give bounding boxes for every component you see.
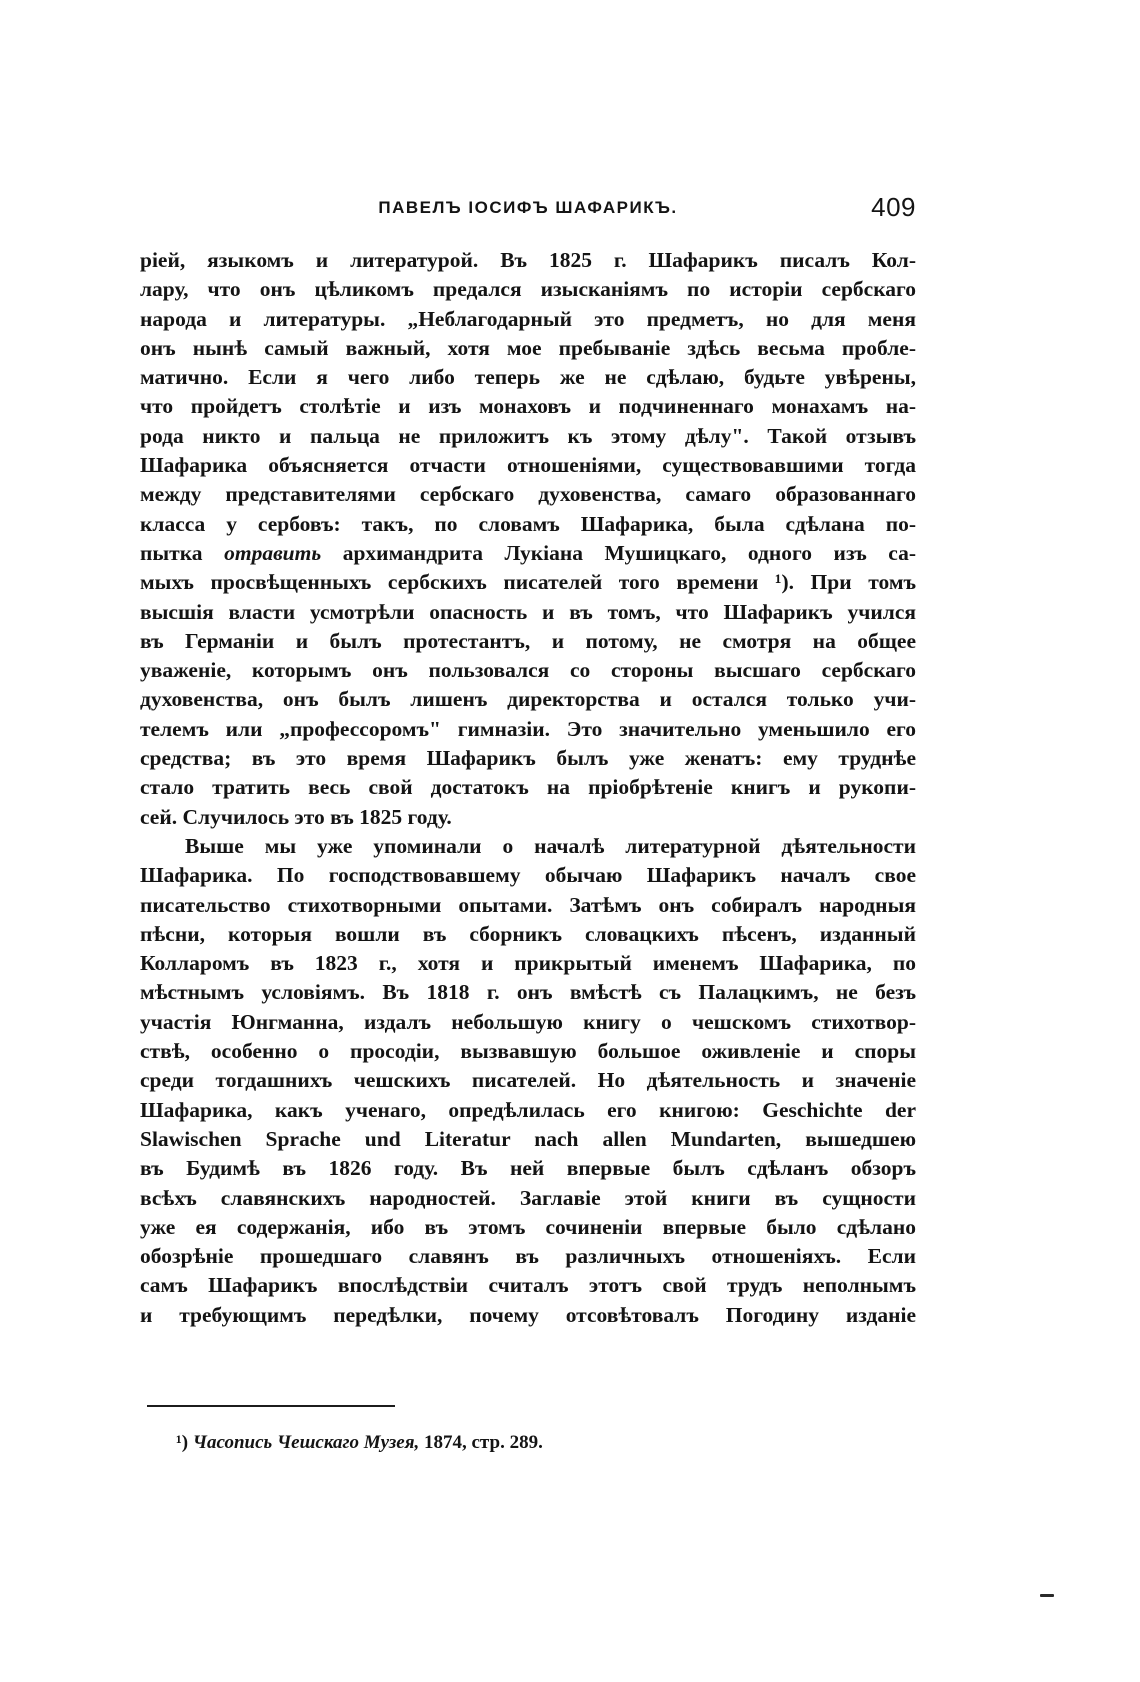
text-line: самъ Шафарикъ впослѣдствіи считалъ этотъ свой трудъ неполнымъ [140, 1273, 916, 1298]
footnote-reference: 1874, стр. 289. [424, 1432, 543, 1453]
text-line: участія Юнгманна, издалъ небольшую книгу о чешскомъ стихотвор- [140, 1009, 916, 1034]
text-line: писательство стихотворными опытами. Затѣмъ онъ собиралъ народныя [140, 892, 916, 917]
text-line: онъ нынѣ самый важный, хотя мое пребываніе здѣсь весьма пробле- [140, 335, 916, 360]
text-line: средства; въ это время Шафарикъ былъ уже женатъ: ему труднѣе [140, 746, 916, 771]
text-line: высшія власти усмотрѣли опасность и въ томъ, что Шафарикъ учился [140, 599, 916, 624]
text-line: Колларомъ въ 1823 г., хотя и прикрытый именемъ Шафарика, по [140, 951, 916, 976]
footnote [176, 1432, 543, 1454]
text-line: класса у сербовъ: такъ, по словамъ Шафарика, была сдѣлана по- [140, 511, 916, 536]
text-fragment: архимандрита Лукіана Мушицкаго, одного изъ са- [342, 540, 916, 565]
text-fragment: пытка [140, 540, 203, 565]
text-line: Шафарика, какъ ученаго, опредѣлилась его книгою: Geschichte der [140, 1097, 916, 1122]
text-line: Шафарика объясняется отчасти отношеніями, существовавшими тогда [140, 453, 916, 478]
footnote-source: Часопись Чешскаго Музея, [192, 1432, 420, 1453]
text-line: уваженіе, которымъ онъ пользовался со стороны высшаго сербскаго [140, 658, 916, 683]
text-line-with-italic [140, 539, 916, 568]
text-line: всѣхъ славянскихъ народностей. Заглавіе этой книги въ сущности [140, 1185, 916, 1210]
text-line: среди тогдашнихъ чешскихъ писателей. Но дѣятельность и значеніе [140, 1068, 916, 1093]
text-line: телемъ или „профессоромъ" гимназіи. Это значительно уменьшило его [140, 716, 916, 741]
text-line: въ Будимѣ въ 1826 году. Въ ней впервые былъ сдѣланъ обзоръ [140, 1156, 916, 1181]
text-line: Slawischen Sprache und Literatur nach allen Mundarten, вышедшею [140, 1126, 916, 1151]
text-line: ріей, языкомъ и литературой. Въ 1825 г. Шафарикъ писалъ Кол- [140, 248, 916, 272]
page-header [140, 192, 916, 232]
footnote-divider [147, 1405, 395, 1407]
text-line: матично. Если я чего либо теперь же не сдѣлаю, будьте увѣрены, [140, 365, 916, 390]
text-line: между представителями сербскаго духовенства, самаго образованнаго [140, 482, 916, 507]
text-line: ствѣ, особенно о просодіи, вызвавшую большое оживленіе и споры [140, 1039, 916, 1064]
text-line: въ Германіи и былъ протестантъ, и потому, не смотря на общее [140, 628, 916, 653]
text-line: уже ея содержанія, ибо въ этомъ сочиненіи впервые было сдѣлано [140, 1214, 916, 1239]
running-title: ПАВЕЛЪ ІОСИФЪ ШАФАРИКЪ. [378, 198, 678, 217]
text-line: Шафарика. По господствовавшему обычаю Шафарикъ началъ свое [140, 863, 916, 888]
italic-word: отравить [224, 540, 322, 565]
text-line: народа и литературы. „Неблагодарный это предметъ, но для меня [140, 306, 916, 331]
paragraph-first-line: Выше мы уже упоминали о началѣ литературной дѣятельности [185, 833, 916, 858]
paragraph-last-line: сей. Случилось это въ 1825 году. [140, 804, 452, 829]
print-mark [1040, 1594, 1054, 1597]
footnote-marker: ¹) [176, 1432, 189, 1453]
text-line: лару, что онъ цѣликомъ предался изысканіямъ по исторіи сербскаго [140, 277, 916, 302]
text-line: и требующимъ передѣлки, почему отсовѣтовалъ Погодину изданіе [140, 1302, 916, 1327]
text-line: стало тратить весь свой достатокъ на пріобрѣтеніе книгъ и рукопи- [140, 775, 916, 800]
text-line: мыхъ просвѣщенныхъ сербскихъ писателей того времени ¹). При томъ [140, 570, 916, 595]
text-line: мѣстнымъ условіямъ. Въ 1818 г. онъ вмѣстѣ съ Палацкимъ, не безъ [140, 980, 916, 1005]
text-line: что пройдетъ столѣтіе и изъ монаховъ и подчиненнаго монахамъ на- [140, 394, 916, 419]
text-line: пѣсни, которыя вошли въ сборникъ словацкихъ пѣсенъ, изданный [140, 921, 916, 946]
text-line: духовенства, онъ былъ лишенъ директорства и остался только учи- [140, 687, 916, 712]
text-line: рода никто и пальца не приложитъ къ этому дѣлу". Такой отзывъ [140, 423, 916, 448]
text-line: обозрѣніе прошедшаго славянъ въ различныхъ отношеніяхъ. Если [140, 1244, 916, 1269]
body-text [140, 246, 916, 1330]
page-number: 409 [871, 192, 916, 222]
